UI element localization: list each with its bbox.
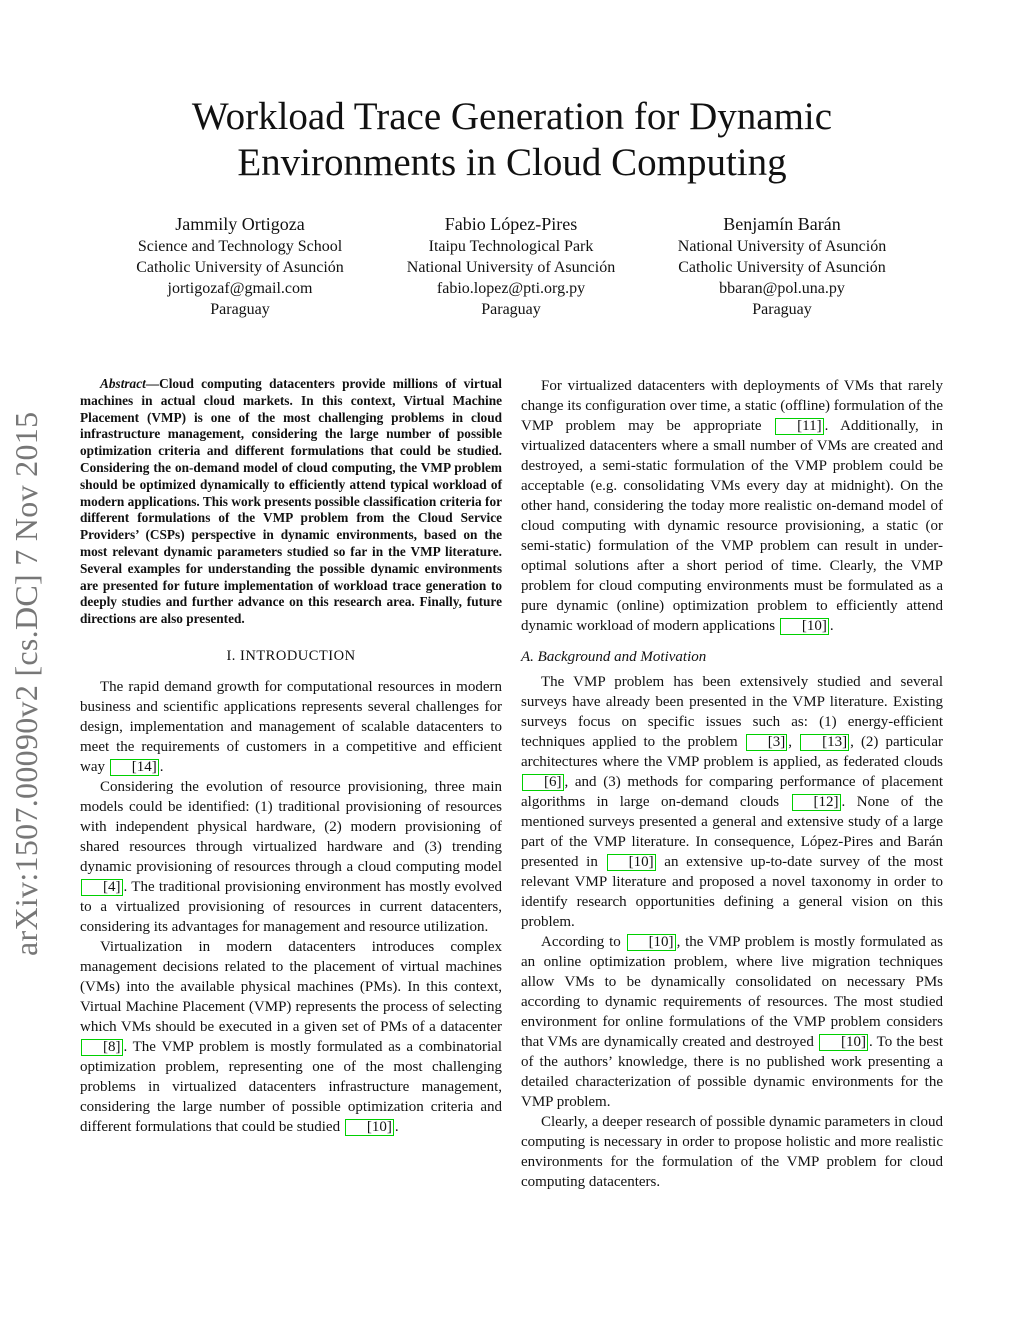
author-email: jortigozaf@gmail.com — [167, 280, 313, 297]
author-email: fabio.lopez@pti.org.py — [436, 280, 586, 297]
citation-link[interactable]: [10] — [627, 934, 676, 951]
paragraph-text: For virtualized datacenters with deployments of VMs that rarely change its configuration over time, a static (offline) formulation of the VMP problem may be appropriate — [521, 378, 943, 434]
paragraph-text: , the VMP problem is mostly formulated as an online optimization problem, where live migration techniques allow VMs to be dynamically consolidated on necessary PMs according to dynamic requirements of resources. The most studied environment for online formulations of the VMP problem considers that VMs are dynamically created and destroyed — [521, 934, 943, 1050]
citation-link[interactable]: [6] — [522, 774, 564, 791]
author-affiliation: Itaipu Technological Park — [428, 238, 594, 255]
title-line-1: Workload Trace Generation for Dynamic — [191, 95, 833, 138]
right-paragraph-3 — [521, 932, 943, 1112]
intro-paragraph-2 — [80, 777, 502, 937]
author-affiliation: Science and Technology School — [137, 238, 343, 255]
arxiv-identifier: arXiv:1507.00090v2 [cs.DC] 7 Nov 2015 — [8, 411, 44, 956]
paragraph-text: , — [788, 734, 800, 750]
abstract-text: —Cloud computing datacenters provide millions of virtual machines in actual cloud markets. In this context, Virtual Machine Placement (VMP) is one of the most challenging problems in cloud infrastructure management, considering the large number of possible optimization criteria and different formulations that could be studied. Considering the on-demand model of cloud computing, the VMP problem should be optimized dynamically to efficiently attend typical workload of modern applications. This work presents possible classification criteria for different formulations of the VMP problem from the Cloud Service Providers’ (CSPs) perspective in dynamic environments, based on the most relevant dynamic parameters studied so far in the VMP literature. Several examples for understanding the possible dynamic environments are presented for future implementation of workload trace generation to deeply studies and further advance on this research area. Finally, future directions are also presented. — [80, 376, 502, 627]
paragraph-text: According to — [541, 934, 626, 950]
right-column — [521, 376, 943, 1192]
paragraph-text: an extensive up-to-date survey of the most relevant VMP literature and proposed a novel taxonomy in order to identify research opportunities defining a general vision on this problem. — [521, 854, 943, 930]
citation-link[interactable]: [4] — [81, 879, 123, 896]
paragraph-text: . The traditional provisioning environment has mostly evolved to a virtualized provisioning of resources in current datacenters, considering its advantages for management and resource utilization. — [80, 878, 502, 935]
citation-link[interactable]: [8] — [81, 1039, 123, 1056]
citation-link[interactable]: [14] — [110, 759, 159, 776]
citation-link[interactable]: [10] — [607, 854, 656, 871]
author-2 — [371, 213, 651, 320]
paragraph-text: . To the best of the authors’ knowledge, there is no published work presenting a detailed characterization of possible dynamic environments for the VMP problem. — [521, 1034, 943, 1110]
paragraph-text: , and (3) methods for comparing performance of placement algorithms in large on-demand clouds — [521, 774, 943, 810]
citation-link[interactable]: [3] — [746, 734, 788, 751]
paragraph-text: The rapid demand growth for computational resources in modern business and scientific applications represents several challenges for design, implementation and management of scalable datacenters to meet the requirements of customers in a competitive and efficient way — [80, 678, 502, 775]
citation-link[interactable]: [12] — [792, 794, 841, 811]
paragraph-text: . Additionally, in virtualized datacenters where a small number of VMs are created and destroyed, a semi-static formulation of the VMP problem could be acceptable (e.g. consolidating VMs every day at midnight). On the other hand, considering the today more realistic on-demand model of cloud computing with dynamic resource provisioning, a static (or semi-static) formulation of the VMP problem can result in under-optimal solutions after a short period of time. Clearly, the VMP problem for cloud computing environments must be formulated as a pure dynamic (online) optimization problem to efficiently attend dynamic workload of modern applications — [521, 418, 943, 634]
paper-title — [100, 94, 924, 186]
author-affiliation: National University of Asunción — [677, 238, 887, 255]
author-affiliation: National University of Asunción — [406, 259, 616, 276]
author-country: Paraguay — [481, 301, 541, 318]
author-1 — [100, 213, 380, 320]
author-name: Jammily Ortigoza — [175, 214, 305, 234]
paragraph-text: . The VMP problem is mostly formulated as a combinatorial optimization problem, representing one of the most challenging problems in virtualized datacenters infrastructure management, considering the large number of possible optimization criteria and different formulations that could be studied — [80, 1038, 502, 1135]
right-paragraph-4: Clearly, a deeper research of possible dynamic parameters in cloud computing is necessary in order to propose holistic and more realistic environments for the formulation of the VMP problem for cloud computing datacenters. — [521, 1114, 943, 1190]
paragraph-text: Considering the evolution of resource provisioning, three main models could be identified: (1) traditional provisioning of resources with independent physical hardware, (2) modern provisioning of shared resources through virtualized hardware and (3) trending dynamic provisioning of resources through a cloud computing model — [80, 778, 502, 875]
author-affiliation: Catholic University of Asunción — [678, 259, 886, 276]
paragraph-text: . — [394, 1118, 399, 1135]
citation-link[interactable]: [10] — [780, 618, 829, 635]
citation-link[interactable]: [13] — [800, 734, 849, 751]
citation-link[interactable]: [11] — [775, 418, 823, 435]
citation-link[interactable]: [10] — [345, 1119, 394, 1136]
paragraph-text: The VMP problem has been extensively studied and several surveys have already been presented in the VMP literature. Existing surveys focus on specific issues such as: (1) energy-efficient techniques applied to the problem — [521, 674, 943, 750]
left-column — [80, 376, 502, 1137]
right-paragraph-2 — [521, 672, 943, 932]
abstract — [80, 376, 502, 628]
subsection-heading-background: A. Background and Motivation — [521, 649, 707, 665]
paragraph-text: . — [159, 758, 164, 775]
author-3 — [642, 213, 922, 320]
author-country: Paraguay — [752, 301, 812, 318]
author-name: Benjamín Barán — [723, 214, 841, 234]
author-name: Fabio López-Pires — [444, 214, 578, 234]
paragraph-text: . — [829, 618, 834, 634]
author-email: bbaran@pol.una.py — [719, 280, 845, 297]
abstract-label: Abstract — [100, 376, 146, 391]
author-country: Paraguay — [210, 301, 270, 318]
intro-paragraph-3 — [80, 937, 502, 1137]
paragraph-text: . None of the mentioned surveys presented a general and extensive study of a large part of the VMP literature. In consequence, López-Pires and Barán presented in — [521, 794, 943, 870]
title-line-2: Environments in Cloud Computing — [237, 141, 787, 184]
right-paragraph-1 — [521, 376, 943, 636]
author-affiliation: Catholic University of Asunción — [136, 259, 344, 276]
paragraph-text: Virtualization in modern datacenters introduces complex management decisions related to the placement of virtual machines (VMs) into the available physical machines (PMs). In this context, Virtual Machine Placement (VMP) represents the process of selecting which VMs should be executed in a given set of PMs of a datacenter — [80, 938, 502, 1035]
citation-link[interactable]: [10] — [819, 1034, 868, 1051]
paragraph-text: , (2) particular architectures where the VMP problem is applied, as federated clouds — [521, 734, 943, 770]
intro-paragraph-1 — [80, 677, 502, 777]
section-heading-introduction: I. INTRODUCTION — [226, 647, 356, 664]
